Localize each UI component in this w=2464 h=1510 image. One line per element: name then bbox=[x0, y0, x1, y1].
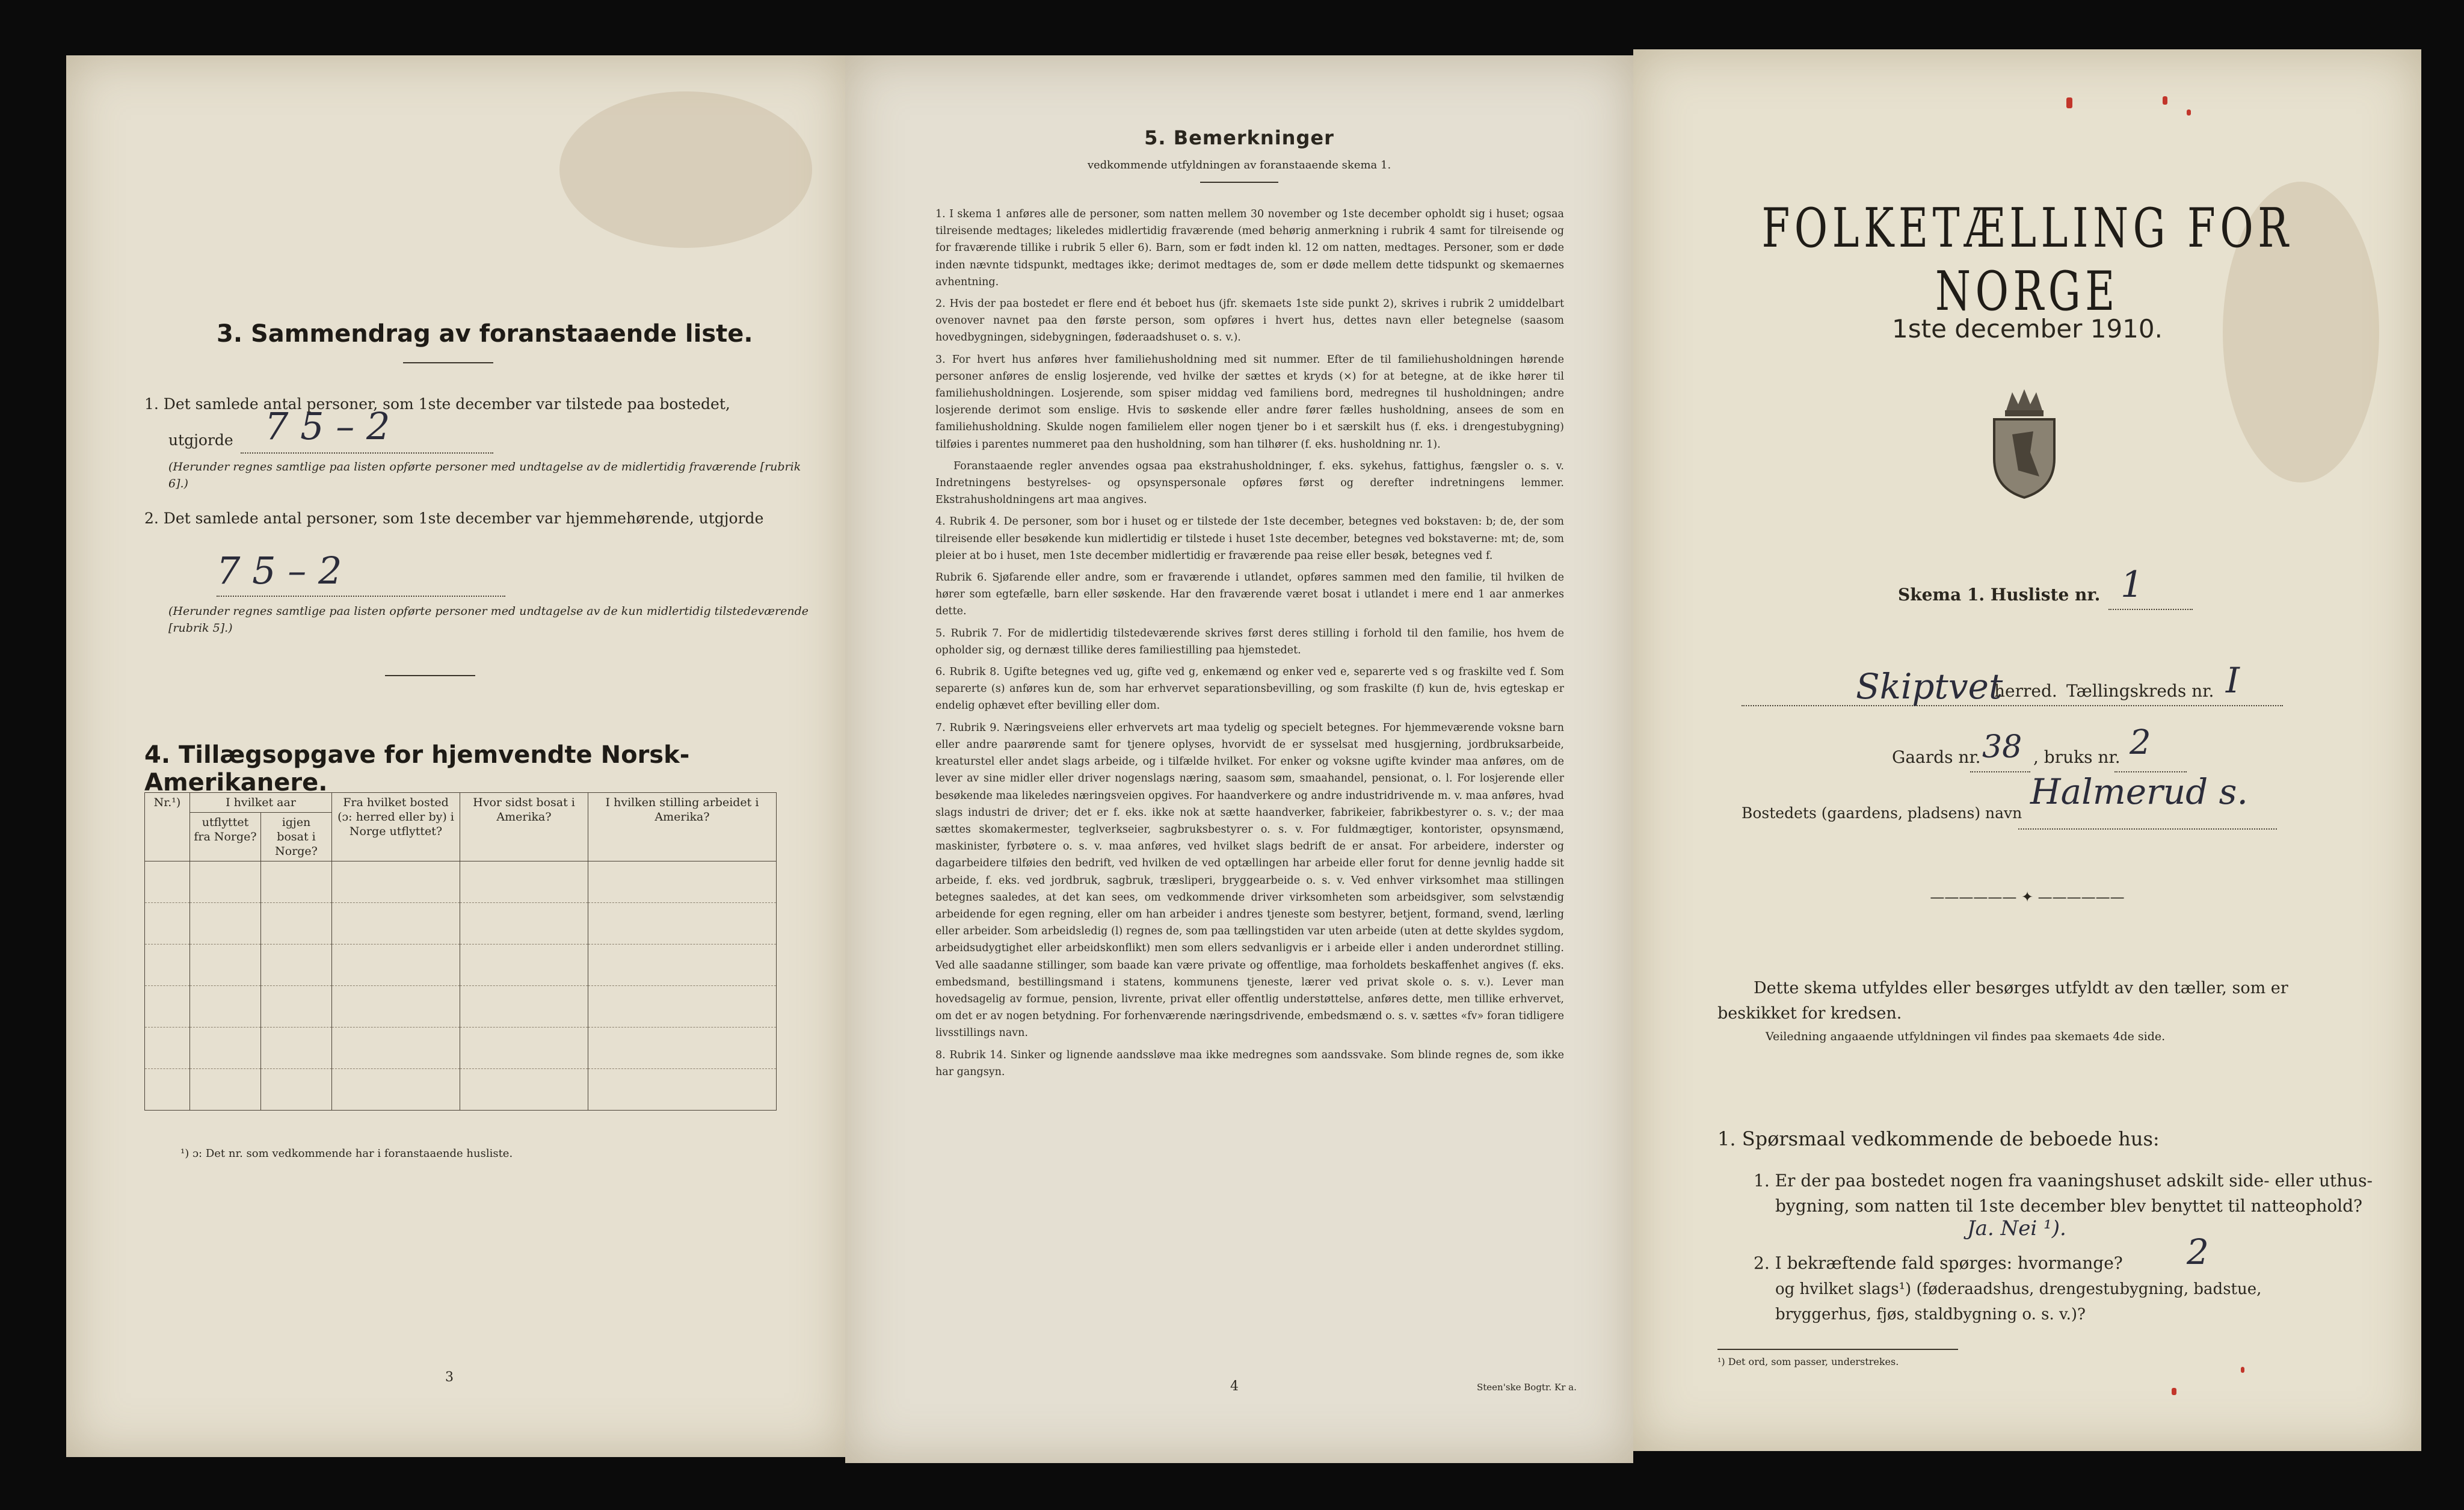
page-number: 4 bbox=[1230, 1379, 1239, 1394]
col-fra-bosted: Fra hvilket bosted (ɔ: herred eller by) i Norge utflyttet? bbox=[332, 793, 460, 861]
divider bbox=[403, 362, 493, 363]
gaards-label: Gaards nr. bbox=[1892, 747, 1981, 767]
q1-2-value: 2 bbox=[2187, 1231, 2209, 1272]
remark-paragraph: Foranstaaende regler anvendes ogsaa paa ekstrahusholdninger, f. eks. sykehus, fattighus, fængsler o. s. v. Indretningens bestyrelses- og opsynspersonale opføres først og derefter indretningens lemmer. Ekstrahusholdningens art maa angives. bbox=[935, 460, 1564, 507]
taellingskreds-label: Tællingskreds nr. bbox=[2066, 681, 2214, 701]
red-mark bbox=[2172, 1388, 2176, 1395]
col-hvor-sidst: Hvor sidst bosat i Amerika? bbox=[460, 793, 588, 861]
table-row bbox=[145, 1028, 777, 1069]
table-row bbox=[145, 986, 777, 1028]
red-mark bbox=[2163, 96, 2167, 105]
bruks-label: , bruks nr. bbox=[2033, 747, 2121, 767]
red-mark bbox=[2066, 97, 2072, 108]
instruction: Dette skema utfyldes eller besørges utfyldt av den tæller, som er beskikket for kredsen. bbox=[1717, 979, 2288, 1023]
remark-paragraph: 6. Rubrik 8. Ugifte betegnes ved ug, gifte ved g, enkemænd og enker ved e, separerte ved s og fraskilte ved f. Som separerte (s) anføres kun de, som har erhvervet separationsbevilling, og som fraskilte (f) kun de, hvis egteskap er endelig ophævet efter bevilling eller dom. bbox=[935, 666, 1564, 712]
table-row bbox=[145, 903, 777, 945]
gaards-value: 38 bbox=[1982, 729, 2022, 765]
col-nr: Nr.¹) bbox=[145, 793, 190, 861]
table-row bbox=[145, 1069, 777, 1111]
remark-paragraph: 1. I skema 1 anføres alle de personer, som natten mellem 30 november og 1ste december opholdt sig i huset; ogsaa tilreisende medtages; likeledes midlertidig fraværende (med behørig anmerkning i rubrik 4 samt for tilreisende og for fraværende tillike i rubrik 5 eller 6). Barn, som er født inden kl. 12 om natten, medtages. Personer, som er døde inden nævnte tidspunkt, medtages ikke; derimot medtages de, som er døde mellem dette tidspunkt og skemaernes avhentning. bbox=[935, 208, 1564, 288]
taellingskreds-value: I bbox=[2226, 660, 2240, 701]
herred-line bbox=[1742, 705, 2283, 706]
table-row bbox=[145, 945, 777, 986]
col-igjen-bosat: igjen bosat i Norge? bbox=[261, 813, 332, 861]
page-number: 3 bbox=[445, 1370, 454, 1385]
red-mark bbox=[2187, 109, 2191, 116]
gaards-line bbox=[1970, 771, 2030, 772]
item2-value: 7 5 – 2 bbox=[217, 549, 342, 593]
right-footnote: ¹) Det ord, som passer, understrekes. bbox=[1717, 1356, 1899, 1367]
remark-paragraph: 8. Rubrik 14. Sinker og lignende aandssløve maa ikke medregnes som aandssvake. Som blinde regnes de, som ikke har gangsyn. bbox=[935, 1049, 1564, 1078]
section4-title: 4. Tillægsopgave for hjemvendte Norsk-Amerikanere. bbox=[144, 741, 690, 797]
divider bbox=[1200, 182, 1278, 183]
col-stilling: I hvilken stilling arbeidet i Amerika? bbox=[588, 793, 777, 861]
remark-paragraph: Rubrik 6. Sjøfarende eller andre, som er fraværende i utlandet, opføres sammen med den familie, til hvilken de hører som egtefælle, barn eller søskende. Har den fraværende været bosat i utlandet i mere end 1 aar anmerkes dette. bbox=[935, 572, 1564, 618]
left-page bbox=[66, 55, 848, 1457]
bruks-value: 2 bbox=[2130, 723, 2151, 762]
table-row bbox=[145, 861, 777, 903]
item1-utgjorde: utgjorde bbox=[168, 431, 233, 449]
stain bbox=[559, 91, 812, 248]
husliste-nr-value: 1 bbox=[2121, 564, 2144, 606]
instruction-sub: Veiledning angaaende utfyldningen vil findes paa skemaets 4de side. bbox=[1766, 1030, 2166, 1043]
herred-value: Skiptvet bbox=[1856, 666, 2003, 707]
divider bbox=[385, 675, 475, 676]
remark-paragraph: 2. Hvis der paa bostedet er flere end ét beboet hus (jfr. skemaets 1ste side punkt 2), skrives i rubrik 2 umiddelbart ovenover navnet paa den første person, som opføres i hvert hus, dettes navn eller betegnelse (saasom hovedbygningen, sidebygningen, føderaadshuset o. s. v.). bbox=[935, 298, 1564, 344]
item2-note: (Herunder regnes samtlige paa listen opførte personer med undtagelse av de kun midlertidig tilstedeværende [rubrik 5].) bbox=[168, 605, 809, 635]
item1-value: 7 5 – 2 bbox=[265, 404, 390, 448]
bosted-line bbox=[2018, 828, 2277, 830]
section3-title: 3. Sammendrag av foranstaaende liste. bbox=[217, 320, 753, 348]
left-footnote: ¹) ɔ: Det nr. som vedkommende har i foranstaaende husliste. bbox=[180, 1147, 513, 1160]
right-page bbox=[1633, 49, 2421, 1451]
col-hvilket-aar: I hvilket aar bbox=[190, 793, 332, 813]
ornament-icon: —————— ✦ —————— bbox=[1930, 889, 2125, 905]
printer-mark: Steen'ske Bogtr. Kr a. bbox=[1477, 1382, 1577, 1393]
red-mark bbox=[2241, 1367, 2244, 1373]
remarks-body bbox=[935, 206, 1564, 1085]
item1-text: 1. Det samlede antal personer, som 1ste december var tilstede paa bostedet, bbox=[144, 395, 730, 413]
herred-label: herred. bbox=[1994, 681, 2057, 701]
census-date: 1ste december 1910. bbox=[1892, 314, 2163, 344]
item2-line bbox=[217, 596, 505, 597]
item1-note: (Herunder regnes samtlige paa listen opførte personer med undtagelse av de midlertidig fraværende [rubrik 6].) bbox=[168, 460, 801, 490]
coat-of-arms-icon bbox=[1982, 386, 2066, 503]
skema-label: Skema 1. Husliste nr. bbox=[1898, 585, 2101, 605]
remarks-title: 5. Bemerkninger bbox=[1144, 126, 1334, 149]
remark-paragraph: 4. Rubrik 4. De personer, som bor i huset og er tilstede der 1ste december, betegnes ved bokstaven: b; de, der som tilreisende eller besøkende kun midlertidig er tilstede i huset 1ste december, betegnes ved bokstaverne: mt; de, som pleier at bo i huset, men 1ste december midlertidig er fraværende paa reise eller besøk, betegnes ved f. bbox=[935, 516, 1564, 562]
bosted-label: Bostedets (gaardens, pladsens) navn bbox=[1742, 804, 2022, 822]
item1-line bbox=[241, 452, 493, 454]
col-utflyttet: utflyttet fra Norge? bbox=[190, 813, 261, 861]
husliste-line bbox=[2108, 609, 2193, 610]
item2-text: 2. Det samlede antal personer, som 1ste december var hjemmehørende, utgjorde bbox=[144, 510, 764, 527]
remarks-subtitle: vedkommende utfyldningen av foranstaaende skema 1. bbox=[1087, 159, 1391, 171]
q1-title: 1. Spørsmaal vedkommende de beboede hus: bbox=[1717, 1127, 2160, 1150]
remark-paragraph: 5. Rubrik 7. For de midlertidig tilstedeværende skrives først deres stilling i forhold til den familie, hos hvem de opholder sig, og dernæst tillike deres familiestilling paa hjemstedet. bbox=[935, 627, 1564, 656]
remark-paragraph: 3. For hvert hus anføres hver familiehusholdning med sit nummer. Efter de til familiehusholdningen hørende personer anføres de enslig losjerende, ved hvilke der sættes et kryds (×) for at betegne, at de ikke hører til familiehusholdningen. Losjerende, som spiser middag ved familiens bord, medregnes til husholdningen; andre losjerende derimot som enslige. Hvis to søskende eller andre fører fælles husholdning, ansees de som en familiehusholdning. Skulde nogen familielem eller nogen tjener bo i et særskilt hus (f. eks. i drengestubygning) tilføies i parentes nummeret paa den husholdning, som han tilhører (f. eks. husholdning nr. 1). bbox=[935, 353, 1564, 451]
americans-table bbox=[144, 792, 777, 1111]
q1-2-text: 2. I bekræftende fald spørges: hvormange? bbox=[1754, 1253, 2123, 1273]
q1-1-text: 1. Er der paa bostedet nogen fra vaaningshuset adskilt side- eller uthus-bygning, som natten til 1ste december blev benyttet til natteophold? bbox=[1754, 1171, 2373, 1216]
bosted-value: Halmerud s. bbox=[2030, 771, 2248, 812]
q1-1-answer: Ja. Nei ¹). bbox=[1967, 1216, 2066, 1240]
q1-2-rest: og hvilket slags¹) (føderaadshus, drengestubygning, badstue, bryggerhus, fjøs, staldbygning o. s. v.)? bbox=[1775, 1280, 2262, 1324]
middle-page bbox=[845, 55, 1633, 1463]
remark-paragraph: 7. Rubrik 9. Næringsveiens eller erhvervets art maa tydelig og specielt betegnes. For hjemmeværende voksne barn eller andre paarørende samt for tjenere oplyses, hvorvidt de er sysselsat med husgjerning, jordbruksarbeide, kreaturstel eller andet slags arbeide, og i tilfælde hvilket. For enker og voksne ugifte kvinder maa anføres, om de lever av sine midler eller driver nogenslags næring, saasom søm, smaahandel, pensionat, o. l. For losjerende eller besøkende maa likeledes næringsveien opgives. For haandverkere og andre industridrivende m. v. maa anføres, hvad slags industri de driver; det er f. eks. ikke nok at sætte haandverker, fabrikeier, fabrikbestyrer o. s. v.; der maa sættes skomakermester, teglverkseier, sagbruksbestyrer o. s. v. For fuldmægtiger, kontorister, opsynsmænd, maskinister, fyrbøtere o. s. v. maa anføres, ved hvilket slags bedrift de er ansat. For arbeidere, inderster og dagarbeidere tilføies den bedrift, ved hvilken de ved optællingen har arbeide eller forut for denne jevnlig hadde sit arbeide, f. eks. ved jordbruk, sagbruk, træsliperi, bryggearbeide o. s. v. Ved enhver virksomhet maa stillingen betegnes saaledes, at det kan sees, om vedkommende driver virksomheten som arbeidsgiver, som selvstændig arbeidende for egen regning, eller om han arbeider i andres tjeneste som bestyrer, betjent, formand, svend, lærling eller arbeider. Som arbeidsledig (l) regnes de, som paa tællingstiden var uten arbeide (uten at dette skyldes sygdom, arbeidsudygtighet eller arbeidskonflikt) men som ellers sedvanligvis er i arbeide eller i anden underordnet stilling. Ved alle saadanne stillinger, som baade kan være private og offentlige, maa forholdets beskaffenhet angives (f. eks. embedsmand, bestillingsmand i statens, kommunens tjeneste, lærer ved privat skole o. s. v.). Lever man hovedsagelig av formue, pension, livrente, privat eller offentlig understøttelse, anføres dette, men tillike erhvervet, om det er av nogen betydning. For forhenværende næringsdrivende, embedsmænd o. s. v. sættes «fv» foran tidligere livsstillings navn. bbox=[935, 721, 1564, 1040]
divider bbox=[1717, 1349, 1958, 1350]
main-title: FOLKETÆLLING FOR NORGE bbox=[1761, 197, 2293, 323]
